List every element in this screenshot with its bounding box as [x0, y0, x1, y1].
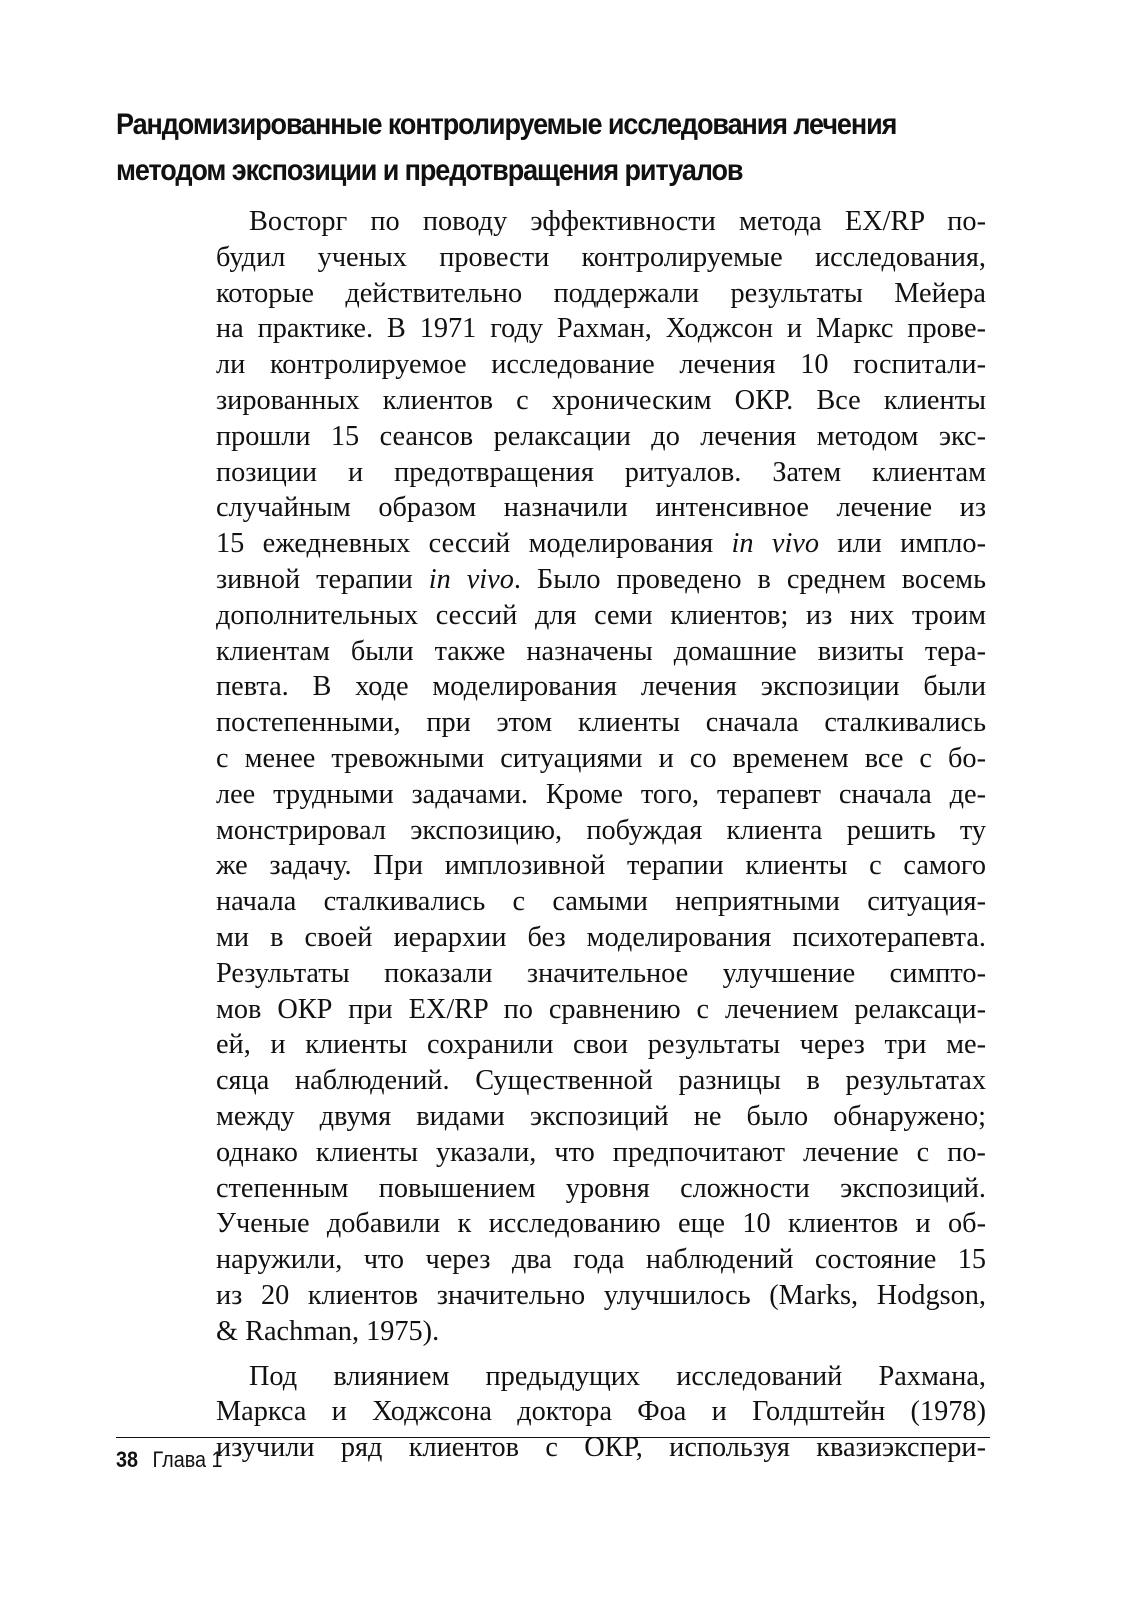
- text-line: клиентам были также назначены домашние визиты тера-: [216, 635, 986, 667]
- text-line: изучили ряд клиентов с ОКР, используя квазиэкспери-: [216, 1432, 986, 1464]
- text-line: лее трудными задачами. Кроме того, терапевт сначала де-: [216, 778, 986, 810]
- text-line: Под влиянием предыдущих исследований Рахмана,: [249, 1360, 986, 1392]
- text-line: дополнительных сессий для семи клиентов; из них троим: [216, 599, 986, 631]
- text-line: певта. В ходе моделирования лечения экспозиции были: [216, 671, 986, 703]
- heading-line-1: Рандомизированные контролируемые исследования лечения: [116, 108, 897, 141]
- text-line: ми в своей иерархии без моделирования психотерапевта.: [216, 921, 986, 953]
- text-line: наружили, что через два года наблюдений состояние 15: [216, 1244, 986, 1276]
- text-line: зивной терапии in vivo. Было проведено в среднем восемь: [216, 563, 986, 595]
- text-line: Восторг по поводу эффективности метода EX/RP по-: [249, 206, 986, 237]
- text-line: из 20 клиентов значительно улучшилось (Marks, Hodgson,: [216, 1279, 986, 1311]
- text-line: между двумя видами экспозиций не было обнаружено;: [216, 1100, 986, 1132]
- body-text: [216, 204, 986, 1466]
- text-line: ли контролируемое исследование лечения 10 госпитали-: [216, 349, 986, 381]
- paragraph-1: [216, 204, 986, 1350]
- heading-line-2: методом экспозиции и предотвращения ритуалов: [116, 154, 743, 187]
- text-line: зированных клиентов с хроническим ОКР. Все клиенты: [216, 384, 986, 416]
- text-line: случайным образом назначили интенсивное лечение из: [216, 492, 986, 524]
- paragraph-gap: [216, 1350, 986, 1359]
- paragraph-2: [216, 1359, 986, 1466]
- text-line: позиции и предотвращения ритуалов. Затем клиентам: [216, 456, 986, 488]
- text-line: же задачу. При имплозивной терапии клиенты с самого: [216, 850, 986, 882]
- text-line: & Rachman, 1975).: [216, 1315, 440, 1347]
- text-line: Маркса и Ходжсона доктора Фоа и Голдштейн (1978): [216, 1396, 986, 1428]
- page-footer: [116, 1446, 223, 1474]
- text-line: монстрировал экспозицию, побуждая клиента решить ту: [216, 814, 986, 846]
- text-line: будил ученых провести контролируемые исследования,: [216, 241, 986, 273]
- section-heading: [116, 102, 926, 194]
- text-line: прошли 15 сеансов релаксации до лечения методом экс-: [216, 420, 986, 452]
- text-line: с менее тревожными ситуациями и со временем все с бо-: [216, 742, 986, 774]
- text-line: Результаты показали значительное улучшение симпто-: [216, 957, 986, 989]
- text-line: начала сталкивались с самыми неприятными ситуация-: [216, 886, 986, 918]
- text-line: однако клиенты указали, что предпочитают лечение с по-: [216, 1136, 986, 1168]
- text-line: постепенными, при этом клиенты сначала сталкивались: [216, 707, 986, 739]
- page-number: 38: [116, 1447, 139, 1472]
- text-line: сяца наблюдений. Существенной разницы в результатах: [216, 1065, 986, 1097]
- text-line: которые действительно поддержали результаты Мейера: [216, 277, 986, 309]
- text-line: 15 ежедневных сессий моделирования in vivo или импло-: [216, 528, 986, 560]
- text-line: ей, и клиенты сохранили свои результаты через три ме-: [216, 1029, 986, 1061]
- text-line: мов ОКР при EX/RP по сравнению с лечением релаксаци-: [216, 993, 986, 1025]
- text-line: степенным повышением уровня сложности экспозиций.: [216, 1172, 986, 1204]
- footer-divider: [116, 1437, 990, 1438]
- text-line: на практике. В 1971 году Рахман, Ходжсон и Маркс прове-: [216, 313, 986, 345]
- text-line: Ученые добавили к исследованию еще 10 клиентов и об-: [216, 1208, 986, 1240]
- chapter-label: Глава 1: [152, 1447, 223, 1472]
